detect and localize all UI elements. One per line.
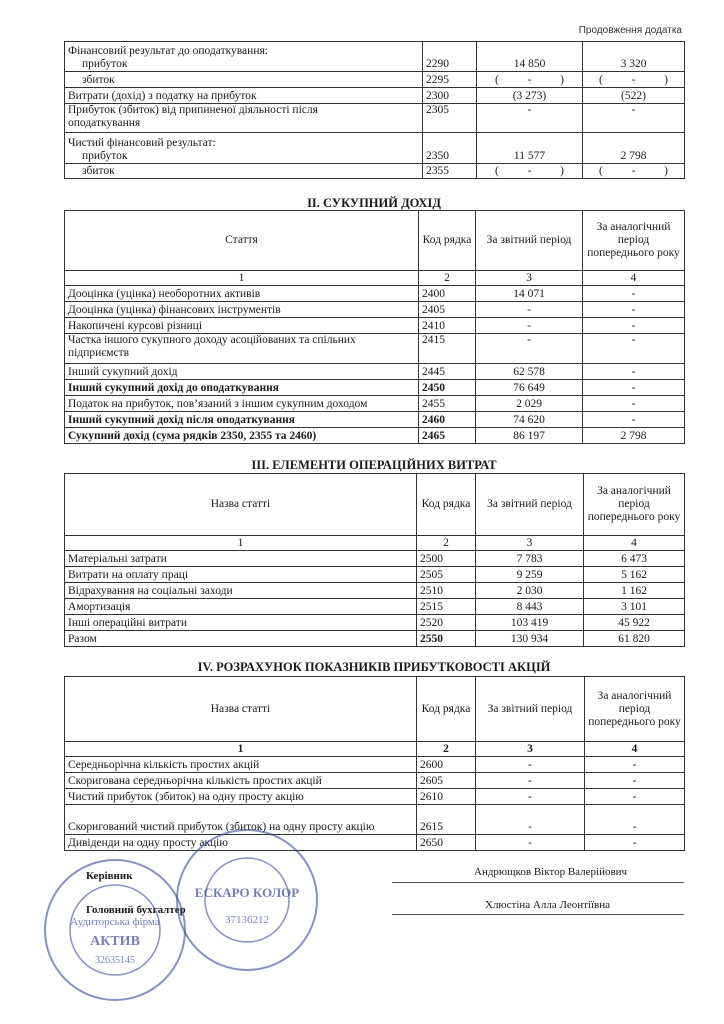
row-current: 130 934 (476, 631, 584, 647)
row-previous: 2 798 (583, 133, 685, 164)
row-label: збиток (65, 164, 423, 179)
table-row (65, 164, 685, 179)
row-code: 2400 (419, 286, 476, 302)
comprehensive-income-table (64, 210, 685, 444)
row-previous: ( - ) (583, 72, 685, 88)
row-label: Разом (65, 631, 417, 647)
table-row (65, 412, 685, 428)
table-row (65, 286, 685, 302)
row-label: Частка іншого сукупного доходу асоційованих та спільних підприємств (65, 334, 419, 364)
col-number: 4 (585, 742, 685, 757)
accountant-signature-line (392, 914, 684, 915)
row-previous: - (583, 286, 685, 302)
col-header-previous: За аналогічний період попереднього року (585, 677, 685, 742)
company-stamp-code: 37136212 (225, 914, 269, 926)
section-title-operating-expenses: III. ЕЛЕМЕНТИ ОПЕРАЦІЙНИХ ВИТРАТ (251, 458, 497, 472)
row-code: 2455 (419, 396, 476, 412)
row-previous: ( - ) (583, 164, 685, 179)
col-header-code: Код рядка (419, 211, 476, 271)
col-header-article: Стаття (65, 211, 419, 271)
accountant-name: Хлюстіна Алла Леонтіївна (485, 899, 611, 911)
row-code: 2650 (417, 835, 476, 851)
row-code: 2500 (417, 551, 476, 567)
row-code: 2295 (423, 72, 477, 88)
table-row (65, 757, 685, 773)
row-label: Витрати на оплату праці (65, 567, 417, 583)
row-code: 2510 (417, 583, 476, 599)
col-number-row (65, 742, 685, 757)
row-current: - (476, 789, 585, 805)
table-row (65, 805, 685, 835)
row-previous: 3 320 (583, 42, 685, 72)
col-header-current: За звітний період (476, 677, 585, 742)
col-header-code: Код рядка (417, 474, 476, 536)
row-label: Прибуток (збиток) від припиненої діяльності після (68, 104, 318, 116)
table-row (65, 42, 685, 72)
row-previous: - (583, 396, 685, 412)
row-label: збиток (65, 72, 423, 88)
row-current: 62 578 (476, 364, 583, 380)
row-sublabel: оподаткування (68, 117, 141, 129)
col-number: 4 (583, 271, 685, 286)
row-previous: - (583, 302, 685, 318)
col-number: 1 (65, 536, 417, 551)
row-code: 2450 (419, 380, 476, 396)
row-label: Інші операційні витрати (65, 615, 417, 631)
continuation-note: Продовження додатка (578, 25, 682, 36)
row-code: 2610 (417, 789, 476, 805)
col-number: 3 (476, 742, 585, 757)
table-row (65, 428, 685, 444)
row-code: 2615 (417, 805, 476, 835)
col-number: 1 (65, 271, 419, 286)
row-code: 2520 (417, 615, 476, 631)
row-previous: (522) (583, 88, 685, 104)
accountant-label: Головний бухгалтер (86, 904, 186, 916)
row-current: (3 273) (477, 88, 583, 104)
table-row (65, 104, 685, 133)
row-current: - (476, 334, 583, 364)
row-label: Чистий фінансовий результат: (68, 137, 216, 149)
row-code: 2410 (419, 318, 476, 334)
row-current: - (476, 757, 585, 773)
col-header-previous: За аналогічний період попереднього року (583, 211, 685, 271)
row-previous: - (583, 364, 685, 380)
section-title-comprehensive-income: II. СУКУПНИЙ ДОХІД (307, 196, 441, 210)
row-label: Інший сукупний дохід після оподаткування (65, 412, 419, 428)
row-label: Накопичені курсові різниці (65, 318, 419, 334)
row-current: 2 029 (476, 396, 583, 412)
row-code: 2305 (423, 104, 477, 133)
col-number: 4 (584, 536, 685, 551)
table-row (65, 599, 685, 615)
row-current: ( - ) (477, 164, 583, 179)
col-number: 3 (476, 536, 584, 551)
row-code: 2290 (423, 42, 477, 72)
row-label: Чистий прибуток (збиток) на одну просту акцію (65, 789, 417, 805)
row-code: 2605 (417, 773, 476, 789)
table-row (65, 380, 685, 396)
col-header-previous: За аналогічний період попереднього року (584, 474, 685, 536)
row-label: Дооцінка (уцінка) необоротних активів (65, 286, 419, 302)
row-previous: - (583, 334, 685, 364)
row-current: - (476, 302, 583, 318)
col-number: 2 (417, 742, 476, 757)
row-label: Дивіденди на одну просту акцію (65, 835, 417, 851)
row-label: Інший сукупний дохід (65, 364, 419, 380)
row-label: Дооцінка (уцінка) фінансових інструментів (65, 302, 419, 318)
row-code: 2465 (419, 428, 476, 444)
row-previous: 1 162 (584, 583, 685, 599)
row-previous: - (585, 835, 685, 851)
row-previous: 61 820 (584, 631, 685, 647)
director-signature-line (392, 882, 684, 883)
row-code: 2300 (423, 88, 477, 104)
row-sublabel: прибуток (82, 150, 128, 162)
share-profitability-table (64, 676, 685, 851)
table-row (65, 567, 685, 583)
row-label: Інший сукупний дохід до оподаткування (65, 380, 419, 396)
col-number-row (65, 271, 685, 286)
row-label: Скоригована середньорічна кількість простих акцій (65, 773, 417, 789)
row-previous: - (585, 805, 685, 835)
col-header-current: За звітний період (476, 474, 584, 536)
row-code: 2600 (417, 757, 476, 773)
table-row (65, 72, 685, 88)
row-previous: - (583, 380, 685, 396)
table-row (65, 302, 685, 318)
row-previous: - (585, 773, 685, 789)
row-code: 2505 (417, 567, 476, 583)
table-row (65, 835, 685, 851)
row-previous: 45 922 (584, 615, 685, 631)
row-current: ( - ) (477, 72, 583, 88)
table-row (65, 615, 685, 631)
row-current: - (476, 805, 585, 835)
table-header-row (65, 677, 685, 742)
row-label: Середньорічна кількість простих акцій (65, 757, 417, 773)
row-previous: 6 473 (584, 551, 685, 567)
row-label: Відрахування на соціальні заходи (65, 583, 417, 599)
table-header-row (65, 474, 685, 536)
row-label: Амортизація (65, 599, 417, 615)
row-current: - (476, 835, 585, 851)
audit-firm-stamp (40, 855, 190, 1005)
row-current: 74 620 (476, 412, 583, 428)
col-header-current: За звітний період (476, 211, 583, 271)
col-number: 2 (419, 271, 476, 286)
row-label: Податок на прибуток, пов’язаний з іншим сукупним доходом (65, 396, 419, 412)
row-code: 2415 (419, 334, 476, 364)
col-header-article: Назва статті (65, 677, 417, 742)
table-row (65, 88, 685, 104)
row-current: - (477, 104, 583, 133)
row-code: 2445 (419, 364, 476, 380)
row-code: 2355 (423, 164, 477, 179)
table-row (65, 318, 685, 334)
row-sublabel: прибуток (82, 58, 128, 70)
row-code: 2350 (423, 133, 477, 164)
row-previous: 2 798 (583, 428, 685, 444)
row-current: 14 071 (476, 286, 583, 302)
row-previous: - (583, 318, 685, 334)
audit-stamp-text: Аудиторська фірма (70, 916, 160, 928)
audit-stamp-code: 32635145 (95, 955, 135, 966)
row-label: Матеріальні затрати (65, 551, 417, 567)
row-previous: 3 101 (584, 599, 685, 615)
row-label: Фінансовий результат до оподаткування: (68, 45, 268, 57)
row-label: Скоригований чистий прибуток (збиток) на одну просту акцію (65, 805, 417, 835)
row-current: 8 443 (476, 599, 584, 615)
financial-result-table (64, 41, 685, 179)
row-current: 7 783 (476, 551, 584, 567)
row-code: 2405 (419, 302, 476, 318)
table-row (65, 631, 685, 647)
row-current: 9 259 (476, 567, 584, 583)
col-number: 1 (65, 742, 417, 757)
row-current: 86 197 (476, 428, 583, 444)
row-current: - (476, 773, 585, 789)
row-code: 2550 (417, 631, 476, 647)
col-number-row (65, 536, 685, 551)
director-name: Андрющков Віктор Валерійович (474, 866, 628, 878)
col-header-article: Назва статті (65, 474, 417, 536)
section-title-share-profitability: IV. РОЗРАХУНОК ПОКАЗНИКІВ ПРИБУТКОВОСТІ АКЦІЙ (197, 660, 551, 674)
row-code: 2460 (419, 412, 476, 428)
col-header-code: Код рядка (417, 677, 476, 742)
table-row (65, 133, 685, 164)
row-previous: - (583, 104, 685, 133)
table-header-row (65, 211, 685, 271)
table-row (65, 334, 685, 364)
table-row (65, 551, 685, 567)
col-number: 3 (476, 271, 583, 286)
row-code: 2515 (417, 599, 476, 615)
row-current: 103 419 (476, 615, 584, 631)
table-row (65, 396, 685, 412)
row-previous: - (585, 757, 685, 773)
row-current: 11 577 (477, 133, 583, 164)
table-row (65, 583, 685, 599)
row-current: 76 649 (476, 380, 583, 396)
row-previous: 5 162 (584, 567, 685, 583)
table-row (65, 364, 685, 380)
company-stamp (172, 825, 322, 975)
row-current: - (476, 318, 583, 334)
row-previous: - (583, 412, 685, 428)
col-number: 2 (417, 536, 476, 551)
row-label: Витрати (дохід) з податку на прибуток (65, 88, 423, 104)
table-row (65, 773, 685, 789)
row-previous: - (585, 789, 685, 805)
row-current: 14 850 (477, 42, 583, 72)
row-current: 2 030 (476, 583, 584, 599)
row-label: Сукупний дохід (сума рядків 2350, 2355 та 2460) (65, 428, 419, 444)
company-stamp-name: ЕСКАРО КОЛОР (194, 885, 300, 900)
table-row (65, 789, 685, 805)
director-label: Керівник (86, 870, 133, 882)
audit-stamp-name: АКТИВ (90, 934, 140, 949)
operating-expenses-table (64, 473, 685, 647)
